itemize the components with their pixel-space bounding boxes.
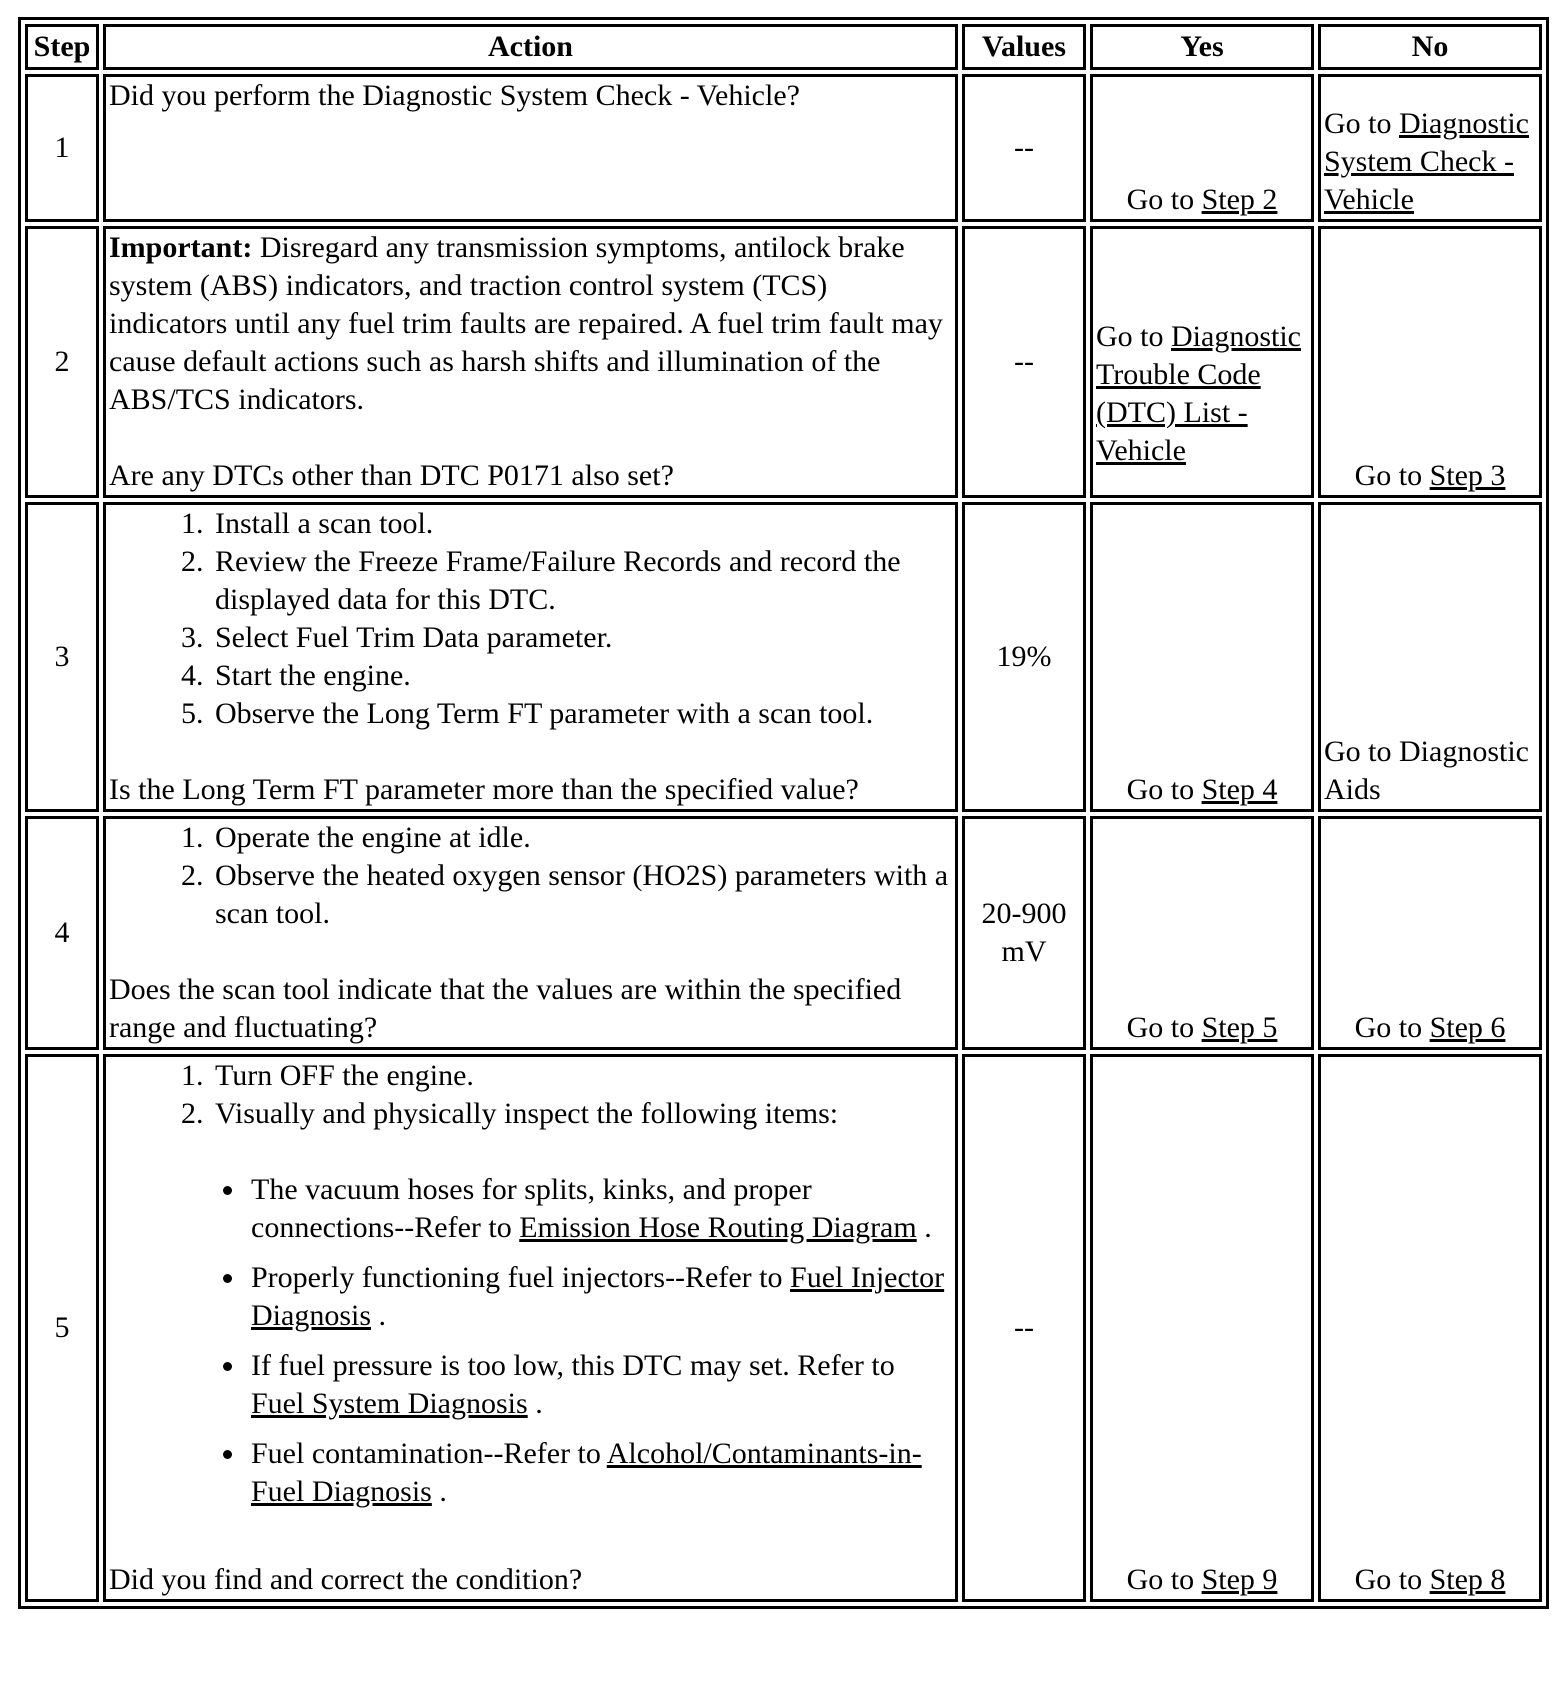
reference-link[interactable]: Fuel Injector Diagnosis (251, 1261, 945, 1332)
yes-cell (1090, 502, 1314, 812)
yes-prefix: Go to (1126, 1563, 1202, 1596)
question-text: Is the Long Term FT parameter more than the specified value? (109, 773, 859, 806)
no-cell (1318, 226, 1542, 498)
header-step: Step (25, 24, 99, 70)
table-row (25, 74, 1542, 222)
value-cell: -- (962, 1054, 1086, 1602)
yes-link[interactable]: Step 4 (1201, 773, 1278, 806)
yes-link[interactable]: Step 2 (1201, 183, 1278, 216)
list-item-text: Visually and physically inspect the following items: (215, 1097, 839, 1130)
action-cell (103, 1054, 958, 1602)
list-item: • Fuel contamination--Refer to Alcohol/Contaminants-in-Fuel Diagnosis . (247, 1435, 952, 1511)
yes-cell (1090, 74, 1314, 222)
question-text: Did you find and correct the condition? (109, 1563, 583, 1596)
no-link[interactable]: Diagnostic System Check - Vehicle (1324, 107, 1529, 216)
no-prefix: Go to (1324, 107, 1399, 140)
action-cell (103, 816, 958, 1050)
question-text: Does the scan tool indicate that the values are within the specified range and fluctuating? (109, 973, 902, 1044)
step-number: 2 (25, 226, 99, 498)
important-label: Important: (109, 231, 253, 264)
header-row (25, 24, 1542, 70)
yes-link[interactable]: Step 9 (1201, 1563, 1278, 1596)
step-list (109, 505, 952, 733)
yes-prefix: Go to (1126, 183, 1202, 216)
no-prefix: Go to (1354, 1563, 1430, 1596)
value-cell: -- (962, 226, 1086, 498)
list-item: 2. Observe the heated oxygen sensor (HO2S) parameters with a scan tool. (211, 857, 952, 933)
step-list (109, 1057, 952, 1133)
list-item: 1. Install a scan tool. (211, 505, 952, 543)
yes-prefix: Go to (1126, 1011, 1202, 1044)
yes-cell (1090, 816, 1314, 1050)
table-row (25, 226, 1542, 498)
yes-prefix: Go to (1126, 773, 1202, 806)
step-list (109, 819, 952, 933)
list-item: 2. Review the Freeze Frame/Failure Records and record the displayed data for this DTC. (211, 543, 952, 619)
no-prefix: Go to (1354, 459, 1430, 492)
no-cell (1318, 502, 1542, 812)
yes-link[interactable]: Step 5 (1201, 1011, 1278, 1044)
header-values: Values (962, 24, 1086, 70)
important-note (109, 229, 952, 419)
yes-link[interactable]: Diagnostic Trouble Code (DTC) List - Vehicle (1096, 320, 1301, 467)
list-item: • If fuel pressure is too low, this DTC may set. Refer to Fuel System Diagnosis . (247, 1347, 952, 1423)
question-text: Are any DTCs other than DTC P0171 also set? (109, 459, 674, 492)
no-cell (1318, 1054, 1542, 1602)
action-cell (103, 74, 958, 222)
no-cell (1318, 816, 1542, 1050)
table-row (25, 816, 1542, 1050)
inspection-list (109, 1171, 952, 1511)
no-cell (1318, 74, 1542, 222)
no-text: Go to Diagnostic Aids (1324, 735, 1529, 806)
header-action: Action (103, 24, 958, 70)
no-prefix: Go to (1354, 1011, 1430, 1044)
action-cell (103, 226, 958, 498)
step-number: 5 (25, 1054, 99, 1602)
list-item: 1. Turn OFF the engine. (211, 1057, 952, 1095)
table-row (25, 502, 1542, 812)
step-number: 1 (25, 74, 99, 222)
list-item (211, 1095, 952, 1133)
reference-link[interactable]: Emission Hose Routing Diagram (519, 1211, 917, 1244)
header-yes: Yes (1090, 24, 1314, 70)
important-text: Disregard any transmission symptoms, antilock brake system (ABS) indicators, and traction control system (TCS) indicators until any fuel trim faults are repaired. A fuel trim fault may cause default actions such as harsh shifts and illumination of the ABS/TCS indicators. (109, 231, 943, 416)
value-cell: -- (962, 74, 1086, 222)
action-cell (103, 502, 958, 812)
step-number: 3 (25, 502, 99, 812)
list-item: 4. Start the engine. (211, 657, 952, 695)
yes-cell (1090, 1054, 1314, 1602)
list-item: 3. Select Fuel Trim Data parameter. (211, 619, 952, 657)
no-link[interactable]: Step 6 (1429, 1011, 1506, 1044)
diagnostic-table (18, 17, 1549, 1609)
reference-link[interactable]: Fuel System Diagnosis (251, 1387, 528, 1420)
list-item: • The vacuum hoses for splits, kinks, and proper connections--Refer to Emission Hose Routing Diagram . (247, 1171, 952, 1247)
list-item: 5. Observe the Long Term FT parameter with a scan tool. (211, 695, 952, 733)
header-no: No (1318, 24, 1542, 70)
reference-link[interactable]: Alcohol/Contaminants-in-Fuel Diagnosis (251, 1437, 922, 1508)
no-link[interactable]: Step 8 (1429, 1563, 1506, 1596)
list-item: • Properly functioning fuel injectors--Refer to Fuel Injector Diagnosis . (247, 1259, 952, 1335)
yes-prefix: Go to (1096, 320, 1171, 353)
no-link[interactable]: Step 3 (1429, 459, 1506, 492)
value-cell: 20-900 mV (962, 816, 1086, 1050)
question-text: Did you perform the Diagnostic System Check - Vehicle? (109, 79, 800, 112)
yes-cell (1090, 226, 1314, 498)
step-number: 4 (25, 816, 99, 1050)
value-cell: 19% (962, 502, 1086, 812)
table-row (25, 1054, 1542, 1602)
list-item: 1. Operate the engine at idle. (211, 819, 952, 857)
